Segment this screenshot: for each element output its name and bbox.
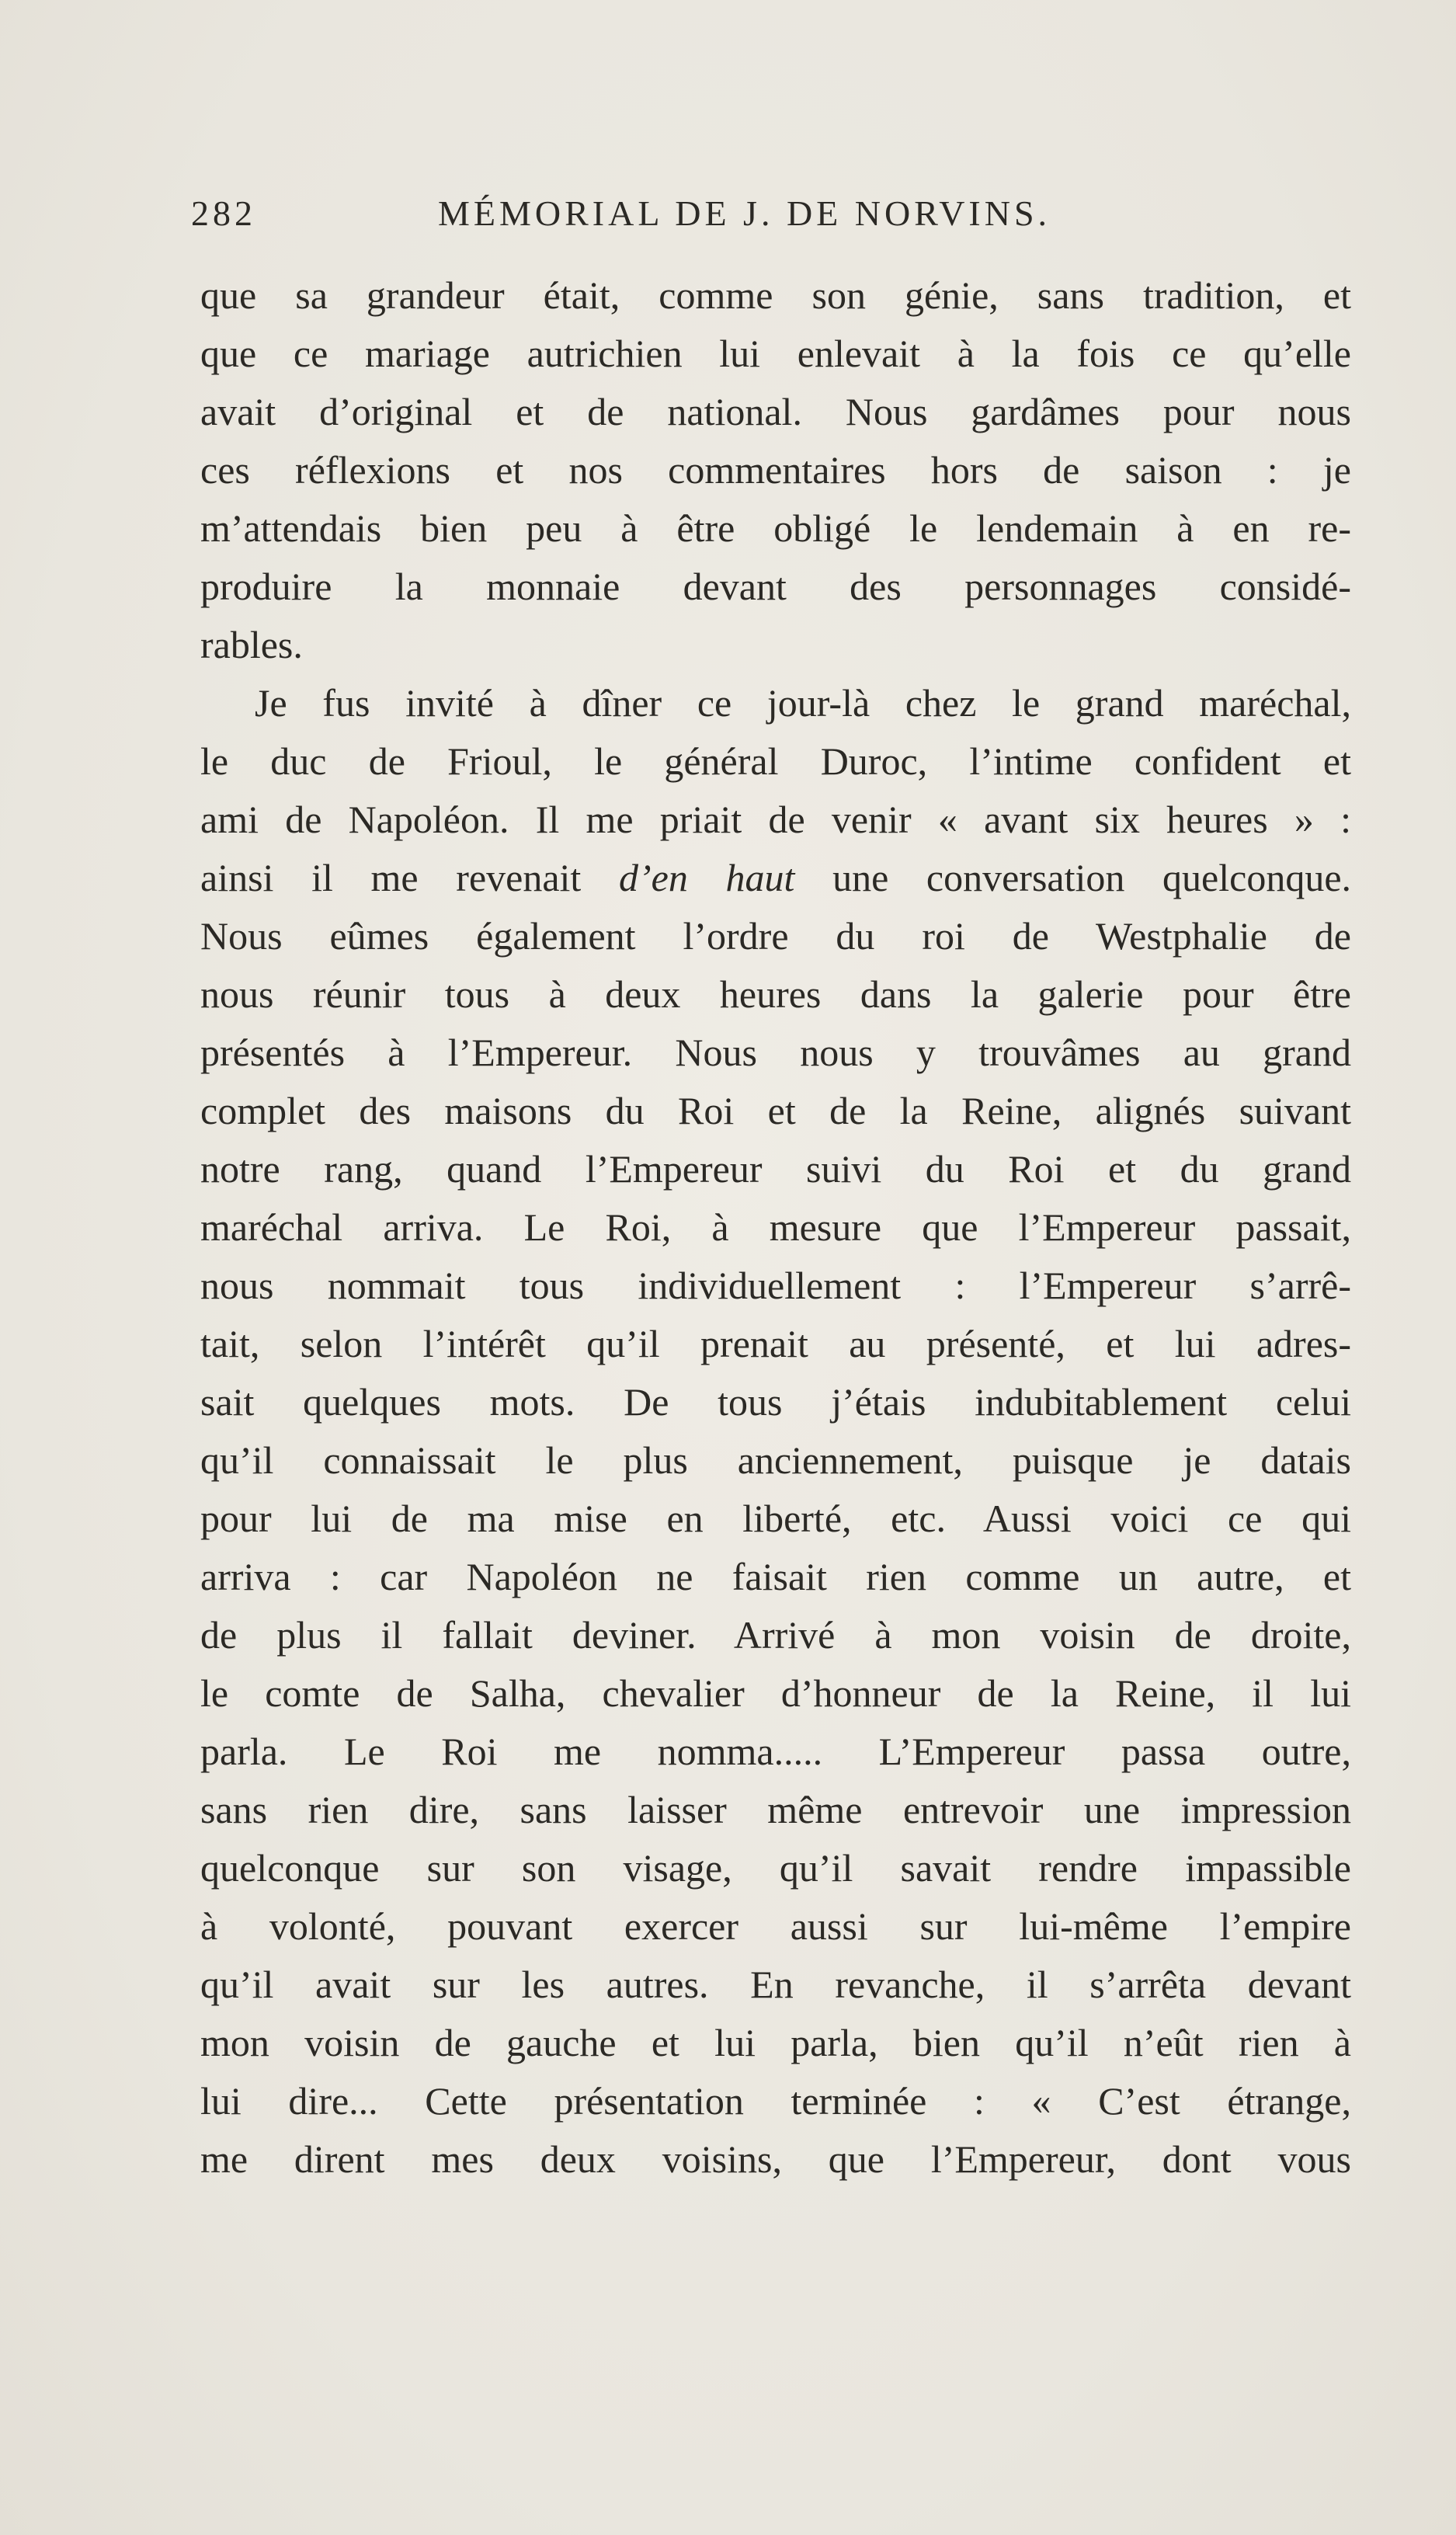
text-line: complet des maisons du Roi et de la Reine, alignés suivant bbox=[200, 1089, 1351, 1132]
text-line: qu’il avait sur les autres. En revanche, il s’arrêta devant bbox=[200, 1963, 1351, 2006]
text-line: sait quelques mots. De tous j’étais indubitablement celui bbox=[200, 1380, 1351, 1424]
text-line: Je fus invité à dîner ce jour-là chez le grand maréchal, bbox=[255, 681, 1351, 725]
text-segment: ainsi il me revenait bbox=[200, 856, 582, 899]
text-line: produire la monnaie devant des personnages considé- bbox=[200, 565, 1351, 608]
text-line: avait d’original et de national. Nous gardâmes pour nous bbox=[200, 390, 1351, 433]
text-line: notre rang, quand l’Empereur suivi du Roi et du grand bbox=[200, 1147, 1351, 1191]
text-line: que ce mariage autrichien lui enlevait à la fois ce qu’elle bbox=[200, 332, 1351, 375]
running-head bbox=[191, 186, 1082, 241]
body-text bbox=[200, 266, 1351, 2189]
text-line: quelconque sur son visage, qu’il savait rendre impassible bbox=[200, 1846, 1351, 1890]
text-line: arriva : car Napoléon ne faisait rien comme un autre, et bbox=[200, 1555, 1351, 1598]
text-line-with-italic bbox=[200, 849, 1351, 907]
text-line: à volonté, pouvant exercer aussi sur lui-même l’empire bbox=[200, 1904, 1351, 1948]
page-number: 282 bbox=[191, 193, 256, 233]
text-line: pour lui de ma mise en liberté, etc. Aussi voici ce qui bbox=[200, 1497, 1351, 1540]
text-line: présentés à l’Empereur. Nous nous y trouvâmes au grand bbox=[200, 1031, 1351, 1074]
text-line: que sa grandeur était, comme son génie, sans tradition, et bbox=[200, 273, 1351, 317]
text-line: le duc de Frioul, le général Duroc, l’intime confident et bbox=[200, 739, 1351, 783]
text-line: tait, selon l’intérêt qu’il prenait au présenté, et lui adres- bbox=[200, 1322, 1351, 1365]
italic-phrase: d’en haut bbox=[618, 856, 795, 899]
running-title: MÉMORIAL DE J. DE NORVINS. bbox=[438, 193, 1051, 233]
text-line: mon voisin de gauche et lui parla, bien qu’il n’eût rien à bbox=[200, 2021, 1351, 2064]
text-line: m’attendais bien peu à être obligé le lendemain à en re- bbox=[200, 506, 1351, 550]
text-line: de plus il fallait deviner. Arrivé à mon voisin de droite, bbox=[200, 1613, 1351, 1657]
text-line: rables. bbox=[200, 623, 303, 666]
text-line: maréchal arriva. Le Roi, à mesure que l’Empereur passait, bbox=[200, 1205, 1351, 1249]
text-line: parla. Le Roi me nomma..... L’Empereur passa outre, bbox=[200, 1730, 1351, 1773]
text-line: qu’il connaissait le plus anciennement, puisque je datais bbox=[200, 1438, 1351, 1482]
text-segment: une conversation quelconque. bbox=[832, 856, 1352, 899]
text-line: Nous eûmes également l’ordre du roi de Westphalie de bbox=[200, 914, 1351, 958]
text-line: ces réflexions et nos commentaires hors de saison : je bbox=[200, 448, 1351, 492]
text-line: nous réunir tous à deux heures dans la galerie pour être bbox=[200, 972, 1351, 1016]
text-line: sans rien dire, sans laisser même entrevoir une impression bbox=[200, 1788, 1351, 1831]
text-line: ami de Napoléon. Il me priait de venir « avant six heures » : bbox=[200, 798, 1351, 841]
text-line: le comte de Salha, chevalier d’honneur de la Reine, il lui bbox=[200, 1671, 1351, 1715]
text-line: lui dire... Cette présentation terminée : « C’est étrange, bbox=[200, 2079, 1351, 2123]
text-line: me dirent mes deux voisins, que l’Empereur, dont vous bbox=[200, 2137, 1351, 2181]
text-line: nous nommait tous individuellement : l’Empereur s’arrê- bbox=[200, 1264, 1351, 1307]
